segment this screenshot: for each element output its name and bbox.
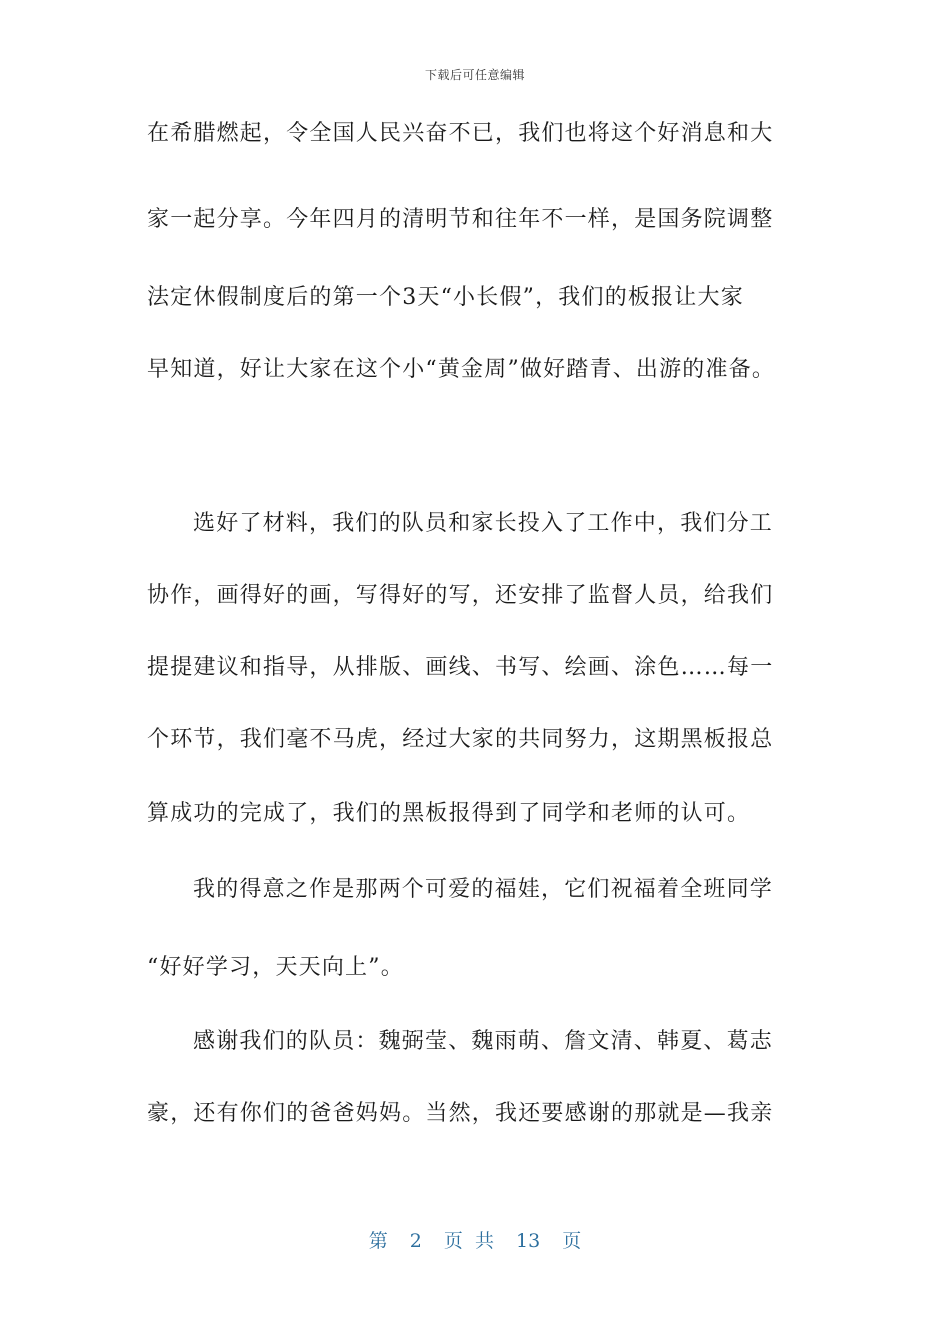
page-footer: [0, 1226, 950, 1253]
paragraph-3-line-2: “好好学习，天天向上”。: [147, 955, 404, 980]
footer-total-pages: 13: [516, 1230, 541, 1252]
footer-page-number: 2: [409, 1230, 422, 1252]
footer-suffix: 页: [562, 1230, 582, 1252]
paragraph-3-line-1: 我的得意之作是那两个可爱的福娃，它们祝福着全班同学: [193, 877, 774, 902]
paragraph-1-line-2: 家一起分享。今年四月的清明节和往年不一样，是国务院调整: [147, 207, 774, 232]
footer-mid: 页 共: [443, 1230, 494, 1252]
footer-prefix: 第: [368, 1230, 388, 1252]
paragraph-1-line-4: 早知道，好让大家在这个小“黄金周”做好踏青、出游的准备。: [147, 357, 776, 382]
paragraph-1-line-3: 法定休假制度后的第一个3天“小长假”，我们的板报让大家: [147, 285, 744, 310]
paragraph-2-line-2: 协作，画得好的画，写得好的写，还安排了监督人员，给我们: [147, 583, 774, 608]
paragraph-4-line-2: 豪，还有你们的爸爸妈妈。当然，我还要感谢的那就是—我亲: [147, 1101, 774, 1126]
paragraph-1-line-1: 在希腊燃起，令全国人民兴奋不已，我们也将这个好消息和大: [147, 121, 774, 146]
paragraph-4-line-1: 感谢我们的队员：魏弼莹、魏雨萌、詹文清、韩夏、葛志: [193, 1029, 774, 1054]
paragraph-2-line-4: 个环节，我们毫不马虎，经过大家的共同努力，这期黑板报总: [147, 727, 774, 752]
paragraph-2-line-3: 提提建议和指导，从排版、画线、书写、绘画、涂色……每一: [147, 655, 774, 680]
page-header: 下载后可任意编辑: [424, 68, 525, 82]
paragraph-2-line-1: 选好了材料，我们的队员和家长投入了工作中，我们分工: [193, 511, 774, 536]
paragraph-2-line-5: 算成功的完成了，我们的黑板报得到了同学和老师的认可。: [147, 801, 751, 826]
